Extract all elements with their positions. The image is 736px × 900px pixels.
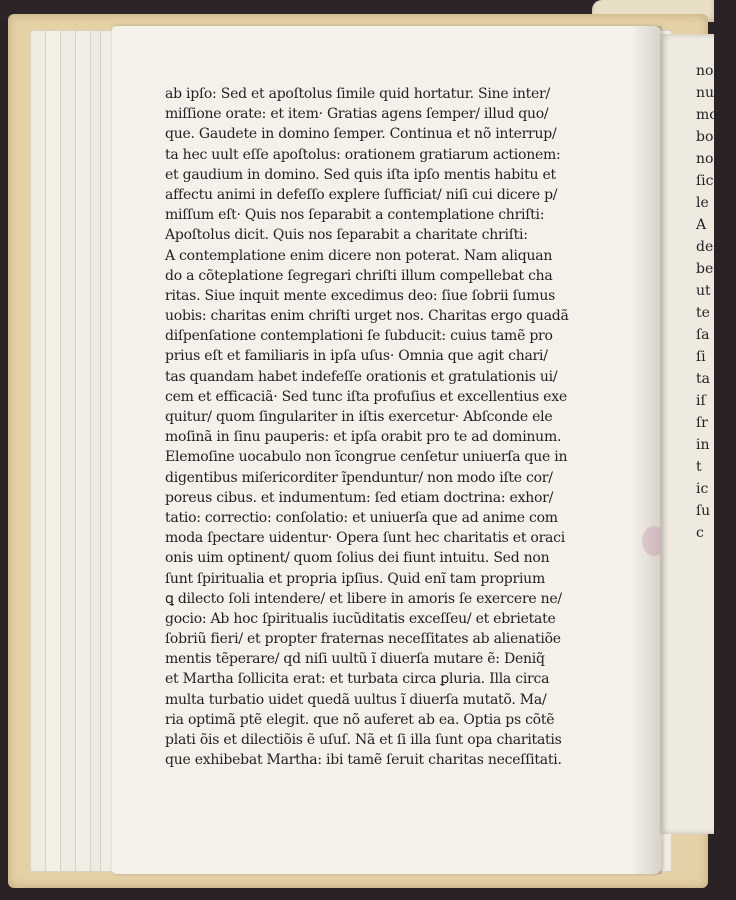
text-line: quitur/ quom ſingulariter in iſtis exercetur· Abſconde ele	[165, 409, 553, 425]
text-line: ſobriũ fieri/ et propter fraternas neceſſitates ab alienatiõe	[165, 631, 561, 648]
text-line: digentibus miſericorditer ĩpenduntur/ non modo iſte cor/	[165, 469, 553, 486]
recto-text-fragment: c	[696, 525, 704, 541]
recto-text-fragment: be	[696, 261, 714, 277]
text-block	[165, 84, 645, 770]
text-line: ſunt ſpiritualia et propria ipſius. Quid enĩ tam proprium	[165, 570, 545, 587]
text-line: gocio: Ab hoc ſpiritualis iucũditatis exceſſeu/ et ebrietate	[165, 610, 556, 627]
recto-text-fragment: iſ	[696, 393, 706, 409]
text-line: onis uim optinent/ quom ſolius dei fiunt intuitu. Sed non	[165, 550, 550, 567]
recto-text-fragment: de	[696, 239, 714, 255]
text-line: et Martha ſollicita erat: et turbata circa ꝑluria. Illa circa	[165, 671, 550, 688]
text-line: ta hec uult eſſe apoſtolus: orationem gratiarum actionem:	[165, 146, 561, 163]
text-line: que exhibebat Martha: ibi tamẽ ſeruit charitas neceſſitati.	[165, 752, 562, 769]
text-line: moda ſpectare uidentur· Opera ſunt hec charitatis et oraci	[165, 530, 565, 547]
text-line: moſinã in ſinu pauperis: et ipſa orabit pro te ad dominum.	[165, 429, 562, 446]
text-line: miſſum eſt· Quis nos ſeparabit a contemplatione chriſti:	[165, 207, 545, 224]
text-line: que. Gaudete in domino ſemper. Continua et nõ interrup/	[165, 126, 557, 143]
text-line: miſſione orate: et item· Gratias agens ſemper/ illud quo/	[165, 106, 549, 123]
text-line: prius eſt et familiaris in ipſa uſus· Omnia que agit chari/	[165, 348, 548, 365]
text-line: do a cõteplatione ſegregari chriſti illum compellebat cha	[165, 267, 553, 284]
recto-text-fragment: A	[696, 217, 707, 233]
text-line: ritas. Siue inquit mente excedimus deo: ſiue ſobrii ſumus	[165, 287, 556, 304]
text-line: tatio: correctio: conſolatio: et uniuerſa que ad anime com	[165, 509, 558, 526]
recto-text-fragment: ic	[696, 481, 709, 497]
recto-text-fragment: mo	[696, 107, 718, 123]
text-line: mentis tẽperare/ qd niſi uultũ ĩ diuerſa mutare ẽ: Deniq̃	[165, 651, 545, 668]
text-line: ab ipſo: Sed et apoſtolus ſimile quid hortatur. Sine inter/	[165, 86, 550, 102]
recto-text-fragment: te	[696, 305, 710, 321]
recto-text-fragment: in	[696, 437, 710, 453]
text-line: multa turbatio uidet quedã uultus ĩ diuerſa mutatõ. Ma/	[165, 691, 547, 708]
text-line: A contemplatione enim dicere non poterat. Nam aliquan	[165, 247, 553, 264]
recto-text-fragment: t	[696, 459, 702, 475]
text-line: tas quandam habet indefeſſe orationis et gratulationis ui/	[165, 368, 558, 385]
text-line: diſpenſatione contemplationi ſe ſubducit: cuius tamẽ pro	[165, 328, 553, 345]
recto-page-edge	[660, 34, 721, 834]
recto-text-fragment: nor	[696, 63, 721, 79]
recto-text-fragment: nu	[696, 85, 715, 101]
text-line: ꝗ dilecto ſoli intendere/ et libere in amoris ſe exercere ne/	[165, 590, 562, 607]
recto-text-fragment: ſu	[696, 503, 711, 519]
recto-text-fragment: ſr	[696, 415, 708, 431]
text-line: plati õis et dilectiõis ẽ uſuſ. Nã et ſi illa ſunt opa charitatis	[165, 732, 562, 748]
recto-text-fragment: ſic	[696, 173, 714, 189]
recto-text-fragment: bo	[696, 129, 714, 145]
text-line: et gaudium in domino. Sed quis iſta ipſo mentis habitu et	[165, 166, 556, 183]
text-line: cem et efficaciã· Sed tunc iſta profuſius et excellentius exe	[165, 388, 567, 405]
recto-text-fragment: ſa	[696, 327, 710, 343]
recto-text-fragment: ut	[696, 283, 711, 299]
text-line: affectu animi in defeſſo explere ſufficiat/ niſi cui dicere p/	[165, 186, 558, 203]
text-line: Apoſtolus dicit. Quis nos ſeparabit a charitate chriſti:	[165, 227, 528, 244]
text-line: Elemoſine uocabulo non ĩcongrue cenſetur uniuerſa que in	[165, 449, 568, 466]
recto-text-fragment: ſi	[696, 349, 706, 365]
recto-text-fragment: ta	[696, 371, 710, 387]
recto-text-fragment: le	[696, 195, 709, 211]
text-line: uobis: charitas enim chriſti urget nos. Charitas ergo quadã	[165, 308, 569, 325]
text-line: ria optimã ptẽ elegit. que nõ auferet ab ea. Optia ps cõtẽ	[165, 711, 555, 728]
recto-text-fragment: no	[696, 151, 714, 167]
text-line: poreus cibus. et indumentum: ſed etiam doctrina: exhor/	[165, 489, 554, 506]
